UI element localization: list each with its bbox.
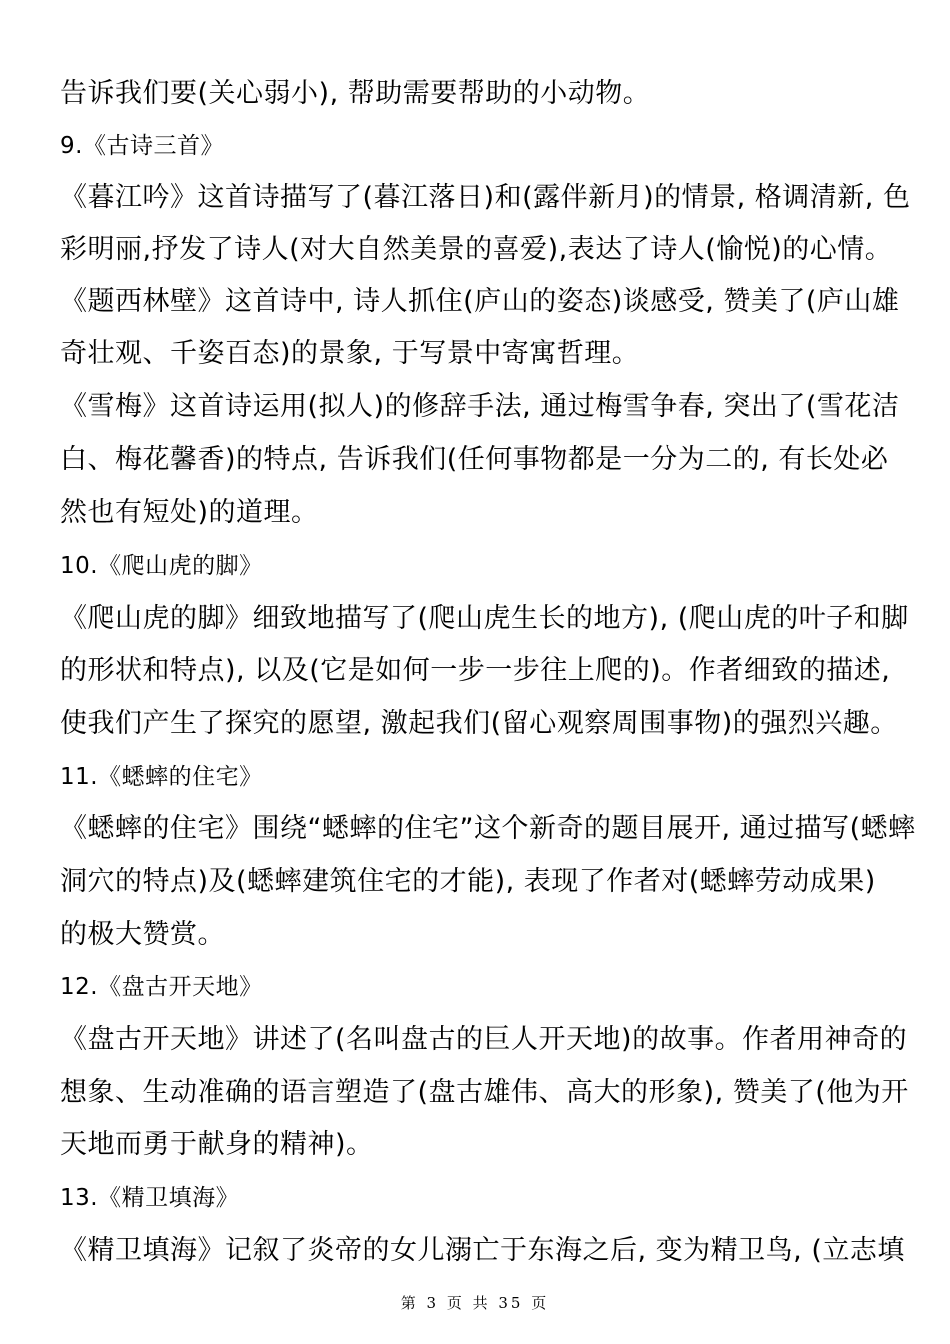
section-heading: 11.《蟋蟀的住宅》 <box>60 764 263 790</box>
text-line: 奇壮观、千姿百态)的景象, 于写景中寄寓哲理。 <box>60 338 640 369</box>
text-line: 《雪梅》这首诗运用(拟人)的修辞手法, 通过梅雪争春, 突出了(雪花洁 <box>60 391 900 422</box>
text-line: 《暮江吟》这首诗描写了(暮江落日)和(露伴新月)的情景, 格调清新, 色 <box>60 182 911 213</box>
text-line: 《精卫填海》记叙了炎帝的女儿溺亡于东海之后, 变为精卫鸟, (立志填 <box>60 1235 905 1266</box>
text-line: 《蟋蟀的住宅》围绕“蟋蟀的住宅”这个新奇的题目展开, 通过描写(蟋蟀 <box>60 813 916 844</box>
section-heading: 13.《精卫填海》 <box>60 1185 240 1211</box>
text-line: 彩明丽,抒发了诗人(对大自然美景的喜爱),表达了诗人(愉悦)的心情。 <box>60 234 893 265</box>
text-line: 《盘古开天地》讲述了(名叫盘古的巨人开天地)的故事。作者用神奇的 <box>60 1024 908 1055</box>
text-line: 天地而勇于献身的精神)。 <box>60 1129 374 1160</box>
text-line: 洞穴的特点)及(蟋蟀建筑住宅的才能), 表现了作者对(蟋蟀劳动成果) <box>60 866 876 897</box>
text-line: 的形状和特点), 以及(它是如何一步一步往上爬的)。作者细致的描述, <box>60 655 891 686</box>
text-line: 白、梅花馨香)的特点, 告诉我们(任何事物都是一分为二的, 有长处必 <box>60 444 889 475</box>
section-heading: 12.《盘古开天地》 <box>60 974 263 1000</box>
page-number-footer: 第 3 页 共 35 页 <box>400 1294 550 1312</box>
text-line: 使我们产生了探究的愿望, 激起我们(留心观察周围事物)的强烈兴趣。 <box>60 708 898 739</box>
text-line: 《爬山虎的脚》细致地描写了(爬山虎生长的地方), (爬山虎的叶子和脚 <box>60 603 909 634</box>
text-line: 的极大赞赏。 <box>60 919 225 950</box>
text-line: 告诉我们要(关心弱小), 帮助需要帮助的小动物。 <box>60 78 651 109</box>
text-line: 《题西林壁》这首诗中, 诗人抓住(庐山的姿态)谈感受, 赞美了(庐山雄 <box>60 286 900 317</box>
section-heading: 10.《爬山虎的脚》 <box>60 553 263 579</box>
text-line: 然也有短处)的道理。 <box>60 497 319 528</box>
section-heading: 9.《古诗三首》 <box>60 133 224 159</box>
text-line: 想象、生动准确的语言塑造了(盘古雄伟、高大的形象), 赞美了(他为开 <box>60 1077 909 1108</box>
